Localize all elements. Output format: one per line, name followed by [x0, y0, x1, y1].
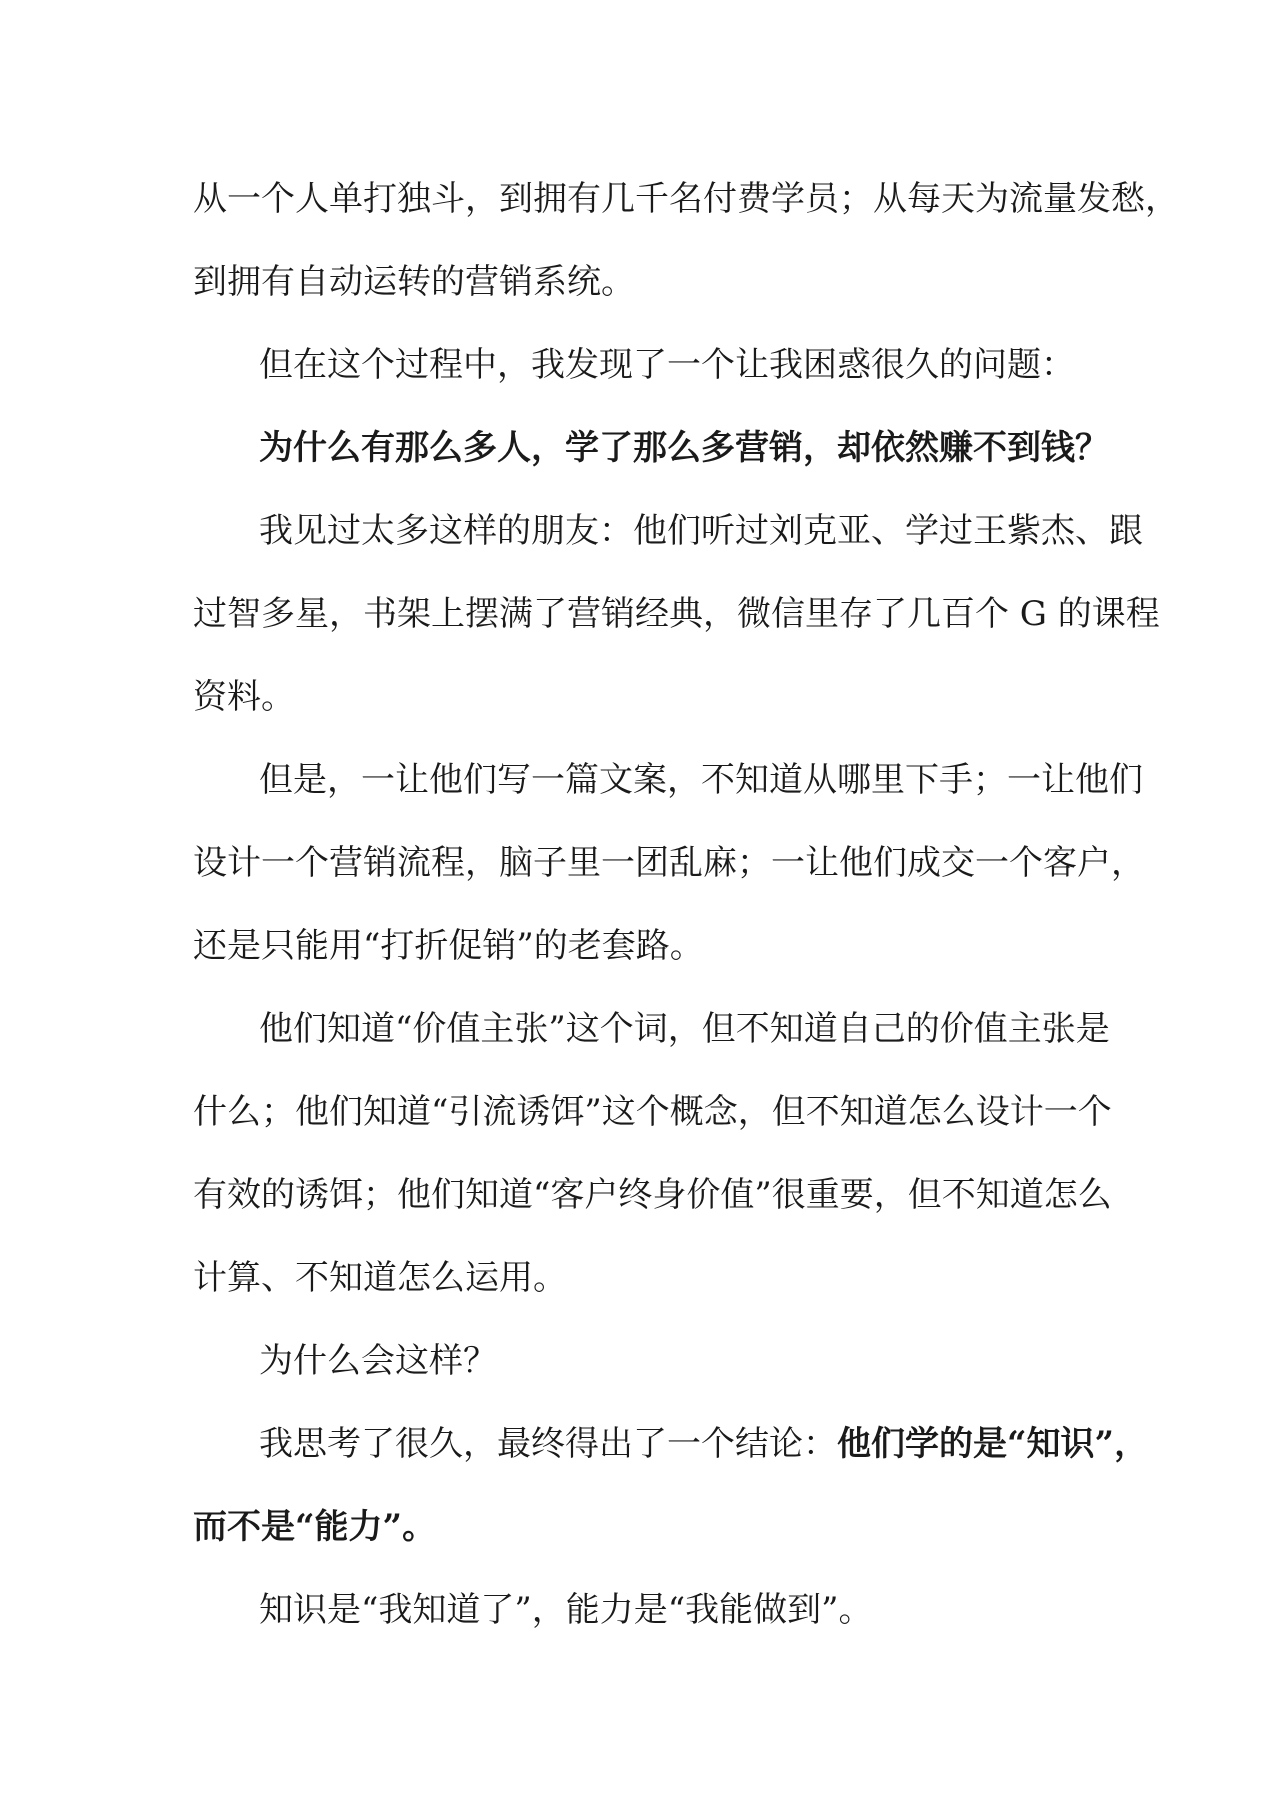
bold-text-segment: 他们学的是“知识”，	[837, 1424, 1149, 1464]
text-line	[193, 1403, 1149, 1486]
text-segment: 为什么会这样？	[259, 1341, 497, 1381]
text-line	[193, 1237, 1081, 1320]
text-segment: 有效的诱饵；他们知道“客户终身价值”很重要，但不知道怎么	[193, 1175, 1112, 1215]
text-segment: 设计一个营销流程，脑子里一团乱麻；一让他们成交一个客户，	[193, 843, 1145, 883]
text-line	[193, 988, 1110, 1071]
text-segment: 但在这个过程中，我发现了一个让我困惑很久的问题：	[259, 345, 1075, 385]
text-segment: 我思考了很久，最终得出了一个结论：	[259, 1424, 837, 1464]
text-line	[193, 822, 1145, 905]
text-segment: 什么；他们知道“引流诱饵”这个概念，但不知道怎么设计一个	[193, 1092, 1112, 1132]
text-line	[193, 407, 1109, 490]
text-segment: 还是只能用“打折促销”的老套路。	[193, 926, 704, 966]
text-line	[193, 490, 1143, 573]
text-line	[193, 1320, 1081, 1403]
text-segment: 知识是“我知道了”，能力是“我能做到”。	[259, 1590, 873, 1630]
text-segment: 计算、不知道怎么运用。	[193, 1258, 567, 1298]
text-line	[193, 656, 1081, 739]
text-segment: 他们知道“价值主张”这个词，但不知道自己的价值主张是	[259, 1009, 1110, 1049]
text-line	[193, 324, 1081, 407]
text-line	[193, 573, 1160, 656]
text-segment: 过智多星，书架上摆满了营销经典，微信里存了几百个 G 的课程	[193, 594, 1160, 634]
bold-text-segment: 为什么有那么多人，学了那么多营销，却依然赚不到钱？	[259, 428, 1109, 468]
text-line	[193, 905, 1081, 988]
text-segment: 我见过太多这样的朋友：他们听过刘克亚、学过王紫杰、跟	[259, 511, 1143, 551]
text-line	[193, 241, 1081, 324]
text-line	[193, 739, 1143, 822]
text-segment: 资料。	[193, 677, 295, 717]
text-line	[193, 1486, 1081, 1569]
bold-text-segment: 而不是“能力”。	[193, 1507, 437, 1547]
text-segment: 到拥有自动运转的营销系统。	[193, 262, 635, 302]
text-line	[193, 158, 1179, 241]
text-line	[193, 1071, 1112, 1154]
body-text	[193, 158, 1179, 1652]
text-segment: 从一个人单打独斗，到拥有几千名付费学员；从每天为流量发愁，	[193, 179, 1179, 219]
text-line	[193, 1154, 1112, 1237]
text-segment: 但是，一让他们写一篇文案，不知道从哪里下手；一让他们	[259, 760, 1143, 800]
text-line	[193, 1569, 1081, 1652]
